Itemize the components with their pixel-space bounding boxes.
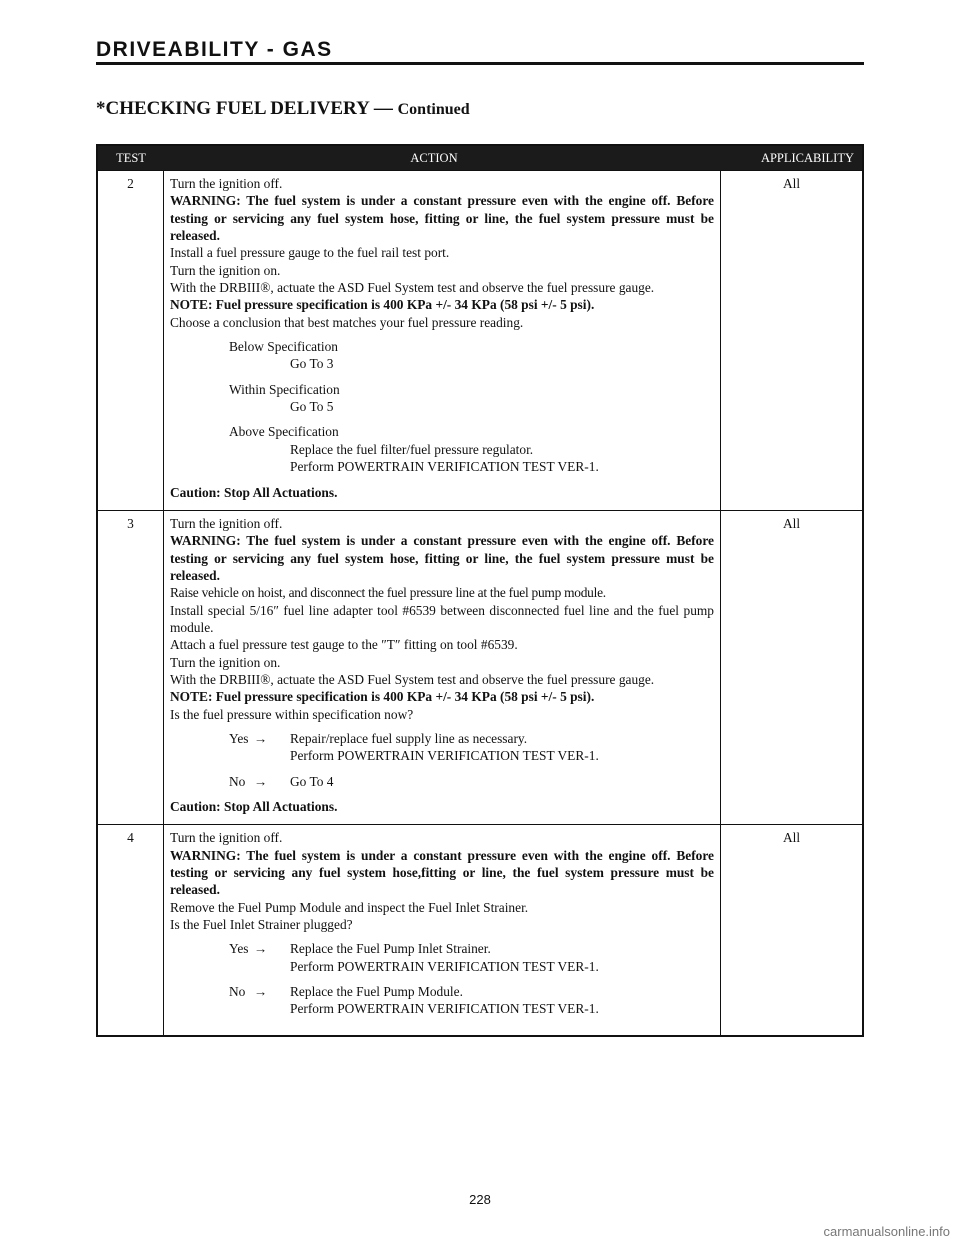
action-cell bbox=[164, 171, 721, 510]
answer-result: Replace the Fuel Pump Module. bbox=[290, 984, 463, 1000]
answer-list bbox=[170, 730, 714, 790]
note-text: NOTE: Fuel pressure specification is 400 KPa +/- 34 KPa (58 psi +/- 5 psi). bbox=[170, 689, 595, 705]
answer-item bbox=[170, 983, 714, 1018]
column-header-applicability: APPLICABILITY bbox=[760, 151, 854, 165]
answer-item bbox=[170, 940, 714, 975]
answer-result: Perform POWERTRAIN VERIFICATION TEST VER-1. bbox=[290, 1001, 599, 1017]
choice-result: Go To 3 bbox=[290, 356, 334, 372]
choice-label: Below Specification bbox=[229, 339, 338, 355]
question-text: Is the Fuel Inlet Strainer plugged? bbox=[170, 917, 353, 933]
choice-result: Replace the fuel filter/fuel pressure regulator. bbox=[290, 441, 534, 457]
answer-result: Replace the Fuel Pump Inlet Strainer. bbox=[290, 941, 491, 957]
table-header bbox=[98, 146, 862, 170]
choice-item bbox=[170, 338, 714, 373]
note-text: NOTE: Fuel pressure specification is 400 KPa +/- 34 KPa (58 psi +/- 5 psi). bbox=[170, 297, 595, 313]
table-row bbox=[98, 824, 862, 1034]
step-text: With the DRBIII®, actuate the ASD Fuel System test and observe the fuel pressure gauge. bbox=[170, 280, 655, 296]
answer-item bbox=[170, 730, 714, 765]
step-text: Install a fuel pressure gauge to the fuel rail test port. bbox=[170, 245, 450, 261]
step-text: Remove the Fuel Pump Module and inspect the Fuel Inlet Strainer. bbox=[170, 899, 529, 915]
answer-item bbox=[170, 773, 714, 790]
step-text: With the DRBIII®, actuate the ASD Fuel System test and observe the fuel pressure gauge. bbox=[170, 671, 655, 687]
warning-text: WARNING: The fuel system is under a constant pressure even with the engine off. Before testing or servicing any fuel system hose, fitting or line, the fuel system pressure must be released. bbox=[170, 533, 714, 583]
choice-item bbox=[170, 423, 714, 475]
caution-text: Caution: Stop All Actuations. bbox=[170, 484, 338, 500]
step-text: Attach a fuel pressure test gauge to the ″T″ fitting on tool #6539. bbox=[170, 637, 518, 653]
arrow-icon: → bbox=[254, 984, 268, 1000]
step-text: Turn the ignition on. bbox=[170, 654, 281, 670]
procedure-heading bbox=[96, 98, 470, 120]
action-cell bbox=[164, 511, 721, 825]
answer-list bbox=[170, 940, 714, 1017]
answer-key: No bbox=[229, 984, 246, 1000]
section-divider bbox=[96, 62, 864, 65]
warning-text: WARNING: The fuel system is under a constant pressure even with the engine off. Before testing or servicing any fuel system hose, fitting or line, the fuel system pressure must be released. bbox=[170, 193, 714, 244]
choice-item bbox=[170, 381, 714, 416]
answer-result: Perform POWERTRAIN VERIFICATION TEST VER-1. bbox=[290, 958, 599, 974]
applicability-value: All bbox=[782, 830, 801, 846]
choice-result: Go To 5 bbox=[290, 399, 334, 415]
arrow-icon: → bbox=[254, 730, 268, 746]
answer-key: No bbox=[229, 773, 246, 789]
step-text: Install special 5/16″ fuel line adapter tool #6539 between disconnected fuel line and the fuel pump module. bbox=[170, 602, 714, 635]
warning-text: WARNING: The fuel system is under a constant pressure even with the engine off. Before testing or servicing any fuel system hose,fitting or line, the fuel system pressure must be released. bbox=[170, 847, 714, 898]
step-text: Turn the ignition off. bbox=[170, 830, 283, 846]
test-number: 3 bbox=[98, 511, 164, 825]
applicability-value: All bbox=[782, 176, 801, 191]
choice-label: Above Specification bbox=[229, 424, 339, 440]
step-text: Turn the ignition on. bbox=[170, 262, 281, 278]
answer-key: Yes bbox=[229, 941, 249, 957]
column-header-action: ACTION bbox=[410, 151, 458, 165]
section-title: DRIVEABILITY - GAS bbox=[96, 38, 333, 61]
column-header-test: TEST bbox=[116, 151, 146, 165]
step-text: Raise vehicle on hoist, and disconnect the fuel pressure line at the fuel pump module. bbox=[170, 585, 606, 601]
action-cell bbox=[164, 825, 721, 1034]
test-number: 4 bbox=[98, 825, 164, 1034]
question-text: Choose a conclusion that best matches your fuel pressure reading. bbox=[170, 314, 524, 330]
caution-text: Caution: Stop All Actuations. bbox=[170, 799, 338, 814]
watermark: carmanualsonline.info bbox=[823, 1224, 950, 1239]
test-number: 2 bbox=[98, 171, 164, 510]
procedure-title: *CHECKING FUEL DELIVERY — bbox=[96, 98, 393, 119]
choice-list bbox=[170, 338, 714, 475]
arrow-icon: → bbox=[254, 941, 268, 957]
question-text: Is the fuel pressure within specification now? bbox=[170, 706, 414, 722]
arrow-icon: → bbox=[254, 773, 268, 789]
table-row bbox=[98, 510, 862, 825]
answer-result: Perform POWERTRAIN VERIFICATION TEST VER-1. bbox=[290, 748, 599, 764]
answer-result: Go To 4 bbox=[290, 773, 334, 789]
choice-result: Perform POWERTRAIN VERIFICATION TEST VER-1. bbox=[290, 459, 599, 475]
page-number: 228 bbox=[469, 1192, 491, 1207]
step-text: Turn the ignition off. bbox=[170, 515, 283, 531]
choice-label: Within Specification bbox=[229, 381, 340, 397]
answer-key: Yes bbox=[229, 730, 249, 746]
applicability-value: All bbox=[782, 515, 801, 531]
table-row bbox=[98, 170, 862, 510]
continued-label: Continued bbox=[397, 101, 470, 118]
test-procedure-table bbox=[96, 144, 864, 1037]
step-text: Turn the ignition off. bbox=[170, 176, 283, 191]
answer-result: Repair/replace fuel supply line as necessary. bbox=[290, 730, 528, 746]
